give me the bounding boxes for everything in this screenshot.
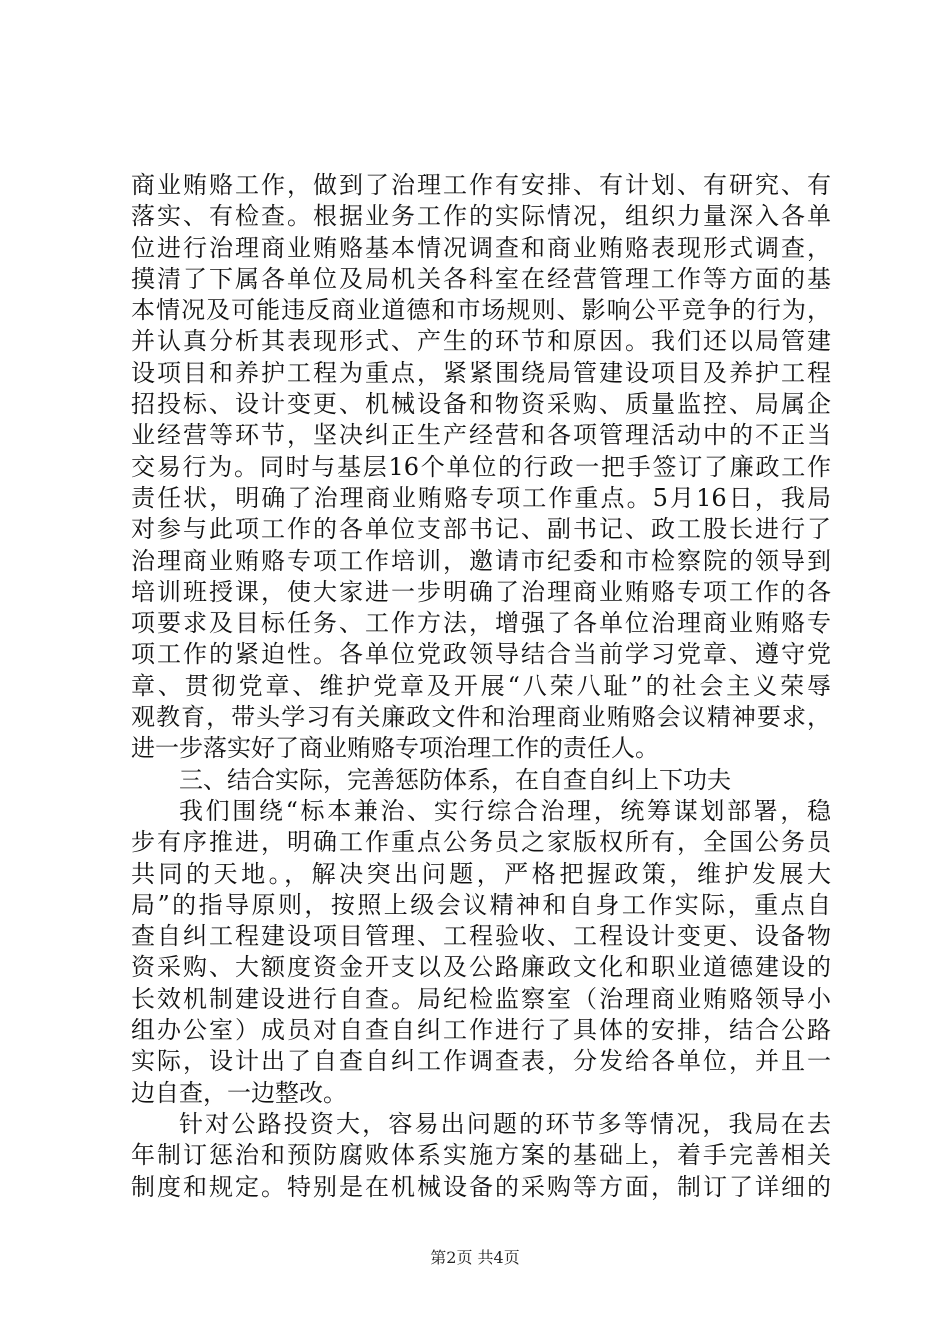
- text-line: 章、贯彻党章、维护党章及开展“八荣八耻”的社会主义荣辱: [131, 671, 831, 700]
- text-line: 针对公路投资大，容易出问题的环节多等情况，我局在去: [179, 1109, 831, 1138]
- text-line: 步有序推进，明确工作重点公务员之家版权所有，全国公务员: [131, 828, 831, 857]
- text-line: 业经营等环节，坚决纠正生产经营和各项管理活动中的不正当: [131, 421, 831, 450]
- text-line: 制度和规定。特别是在机械设备的采购等方面，制订了详细的: [131, 1172, 831, 1201]
- text-line: 位进行治理商业贿赂基本情况调查和商业贿赂表现形式调查，: [131, 233, 831, 262]
- section-heading: 三、结合实际，完善惩防体系，在自查自纠上下功夫: [179, 765, 731, 794]
- text-line: 治理商业贿赂专项工作培训，邀请市纪委和市检察院的领导到: [131, 546, 831, 575]
- text-line: 边自查，一边整改。: [131, 1078, 347, 1107]
- text-line: 招投标、设计变更、机械设备和物资采购、质量监控、局属企: [131, 390, 831, 419]
- text-line: 查自纠工程建设项目管理、工程验收、工程设计变更、设备物: [131, 922, 831, 951]
- text-line: 年制订惩治和预防腐败体系实施方案的基础上，着手完善相关: [131, 1141, 831, 1170]
- text-line: 项工作的紧迫性。各单位党政领导结合当前学习党章、遵守党: [131, 640, 831, 669]
- text-line: 并认真分析其表现形式、产生的环节和原因。我们还以局管建: [131, 327, 831, 356]
- text-line: 进一步落实好了商业贿赂专项治理工作的责任人。: [131, 734, 659, 763]
- text-line: 观教育，带头学习有关廉政文件和治理商业贿赂会议精神要求，: [131, 703, 831, 732]
- text-line: 我们围绕“标本兼治、实行综合治理，统筹谋划部署，稳: [179, 796, 831, 825]
- text-line: 本情况及可能违反商业道德和市场规则、影响公平竞争的行为，: [131, 296, 831, 325]
- text-line: 局”的指导原则，按照上级会议精神和自身工作实际，重点自: [131, 890, 831, 919]
- text-line: 摸清了下属各单位及局机关各科室在经营管理工作等方面的基: [131, 264, 831, 293]
- text-line: 培训班授课，使大家进一步明确了治理商业贿赂专项工作的各: [131, 577, 831, 606]
- text-line: 落实、有检查。根据业务工作的实际情况，组织力量深入各单: [131, 202, 831, 231]
- text-line: 对参与此项工作的各单位支部书记、副书记、政工股长进行了: [131, 515, 831, 544]
- text-line: 共同的天地。，解决突出问题，严格把握政策，维护发展大: [131, 859, 831, 888]
- body-text: [131, 170, 831, 1203]
- page-number-footer: 第2页 共4页: [430, 1248, 520, 1267]
- text-line: 实际，设计出了自查自纠工作调查表，分发给各单位，并且一: [131, 1047, 831, 1076]
- text-line: 资采购、大额度资金开支以及公路廉政文化和职业道德建设的: [131, 953, 831, 982]
- text-line: 项要求及目标任务、工作方法，增强了各单位治理商业贿赂专: [131, 609, 831, 638]
- text-line: 组办公室）成员对自查自纠工作进行了具体的安排，结合公路: [131, 1016, 831, 1045]
- text-line: 交易行为。同时与基层16个单位的行政一把手签订了廉政工作: [131, 452, 831, 481]
- text-line: 责任状，明确了治理商业贿赂专项工作重点。5月16日，我局: [131, 483, 831, 512]
- text-line: 长效机制建设进行自查。局纪检监察室（治理商业贿赂领导小: [131, 984, 831, 1013]
- text-line: 商业贿赂工作，做到了治理工作有安排、有计划、有研究、有: [131, 171, 831, 199]
- text-line: 设项目和养护工程为重点，紧紧围绕局管建设项目及养护工程: [131, 358, 831, 387]
